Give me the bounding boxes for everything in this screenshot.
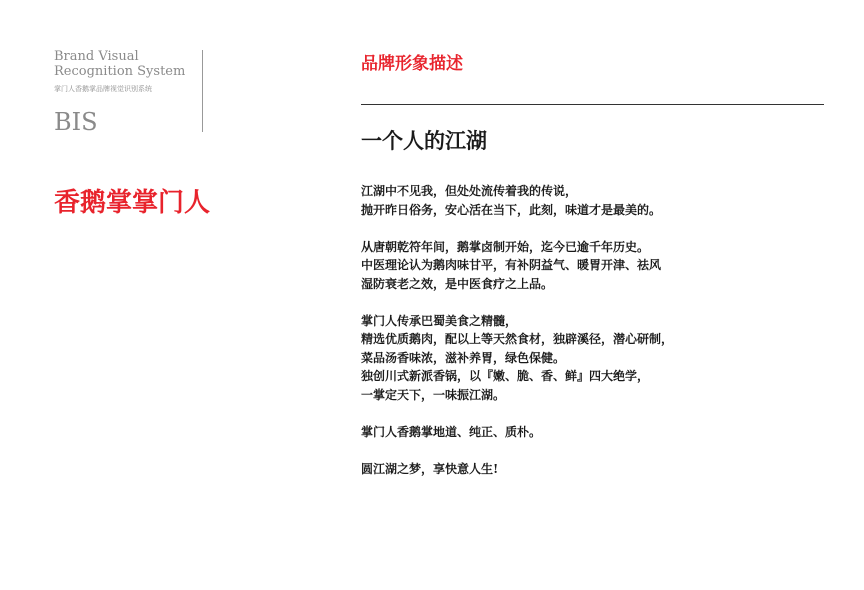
brand-english-line-2: Recognition System	[54, 64, 186, 79]
body-text	[361, 182, 831, 497]
text-line: 掌门人香鹅掌地道、纯正、质朴。	[361, 424, 542, 439]
paragraph-3	[361, 312, 831, 405]
paragraph-2	[361, 238, 831, 294]
brand-chinese-subtitle: 掌门人香鹅掌品牌视觉识别系统	[54, 85, 152, 93]
text-line: 江湖中不见我，但处处流传着我的传说，	[361, 184, 578, 198]
page-heading: 一个人的江湖	[361, 128, 487, 153]
text-line: 抛开昨日俗务，安心活在当下，此刻，味道才是最美的。	[361, 202, 662, 217]
text-line: 圆江湖之梦，享快意人生!	[361, 461, 499, 476]
brand-english-line-1: Brand Visual	[54, 49, 139, 64]
paragraph-5	[361, 460, 831, 479]
text-line: 从唐朝乾符年间，鹅掌卤制开始，迄今已逾千年历史。	[361, 239, 650, 254]
brand-english-title	[54, 49, 204, 79]
text-line: 湿防衰老之效，是中医食疗之上品。	[361, 276, 554, 291]
text-line: 一掌定天下，一味振江湖。	[361, 387, 506, 402]
section-title: 品牌形象描述	[361, 54, 463, 74]
paragraph-4	[361, 423, 831, 442]
text-line: 中医理论认为鹅肉味甘平，有补阴益气、暖胃开津、祛风	[361, 258, 662, 272]
text-line: 精选优质鹅肉，配以上等天然食材，独辟溪径，潜心研制，	[361, 332, 674, 346]
paragraph-1	[361, 182, 831, 219]
text-line: 独创川式新派香锅，以『嫩、脆、香、鲜』四大绝学，	[361, 369, 650, 383]
text-line: 菜品汤香味浓，滋补养胃，绿色保健。	[361, 350, 566, 365]
text-line: 掌门人传承巴蜀美食之精髓，	[361, 313, 518, 328]
header-divider-vertical	[202, 50, 203, 132]
brand-name: 香鹅掌掌门人	[54, 188, 211, 218]
bis-label: BIS	[54, 108, 98, 136]
section-divider	[361, 104, 824, 105]
